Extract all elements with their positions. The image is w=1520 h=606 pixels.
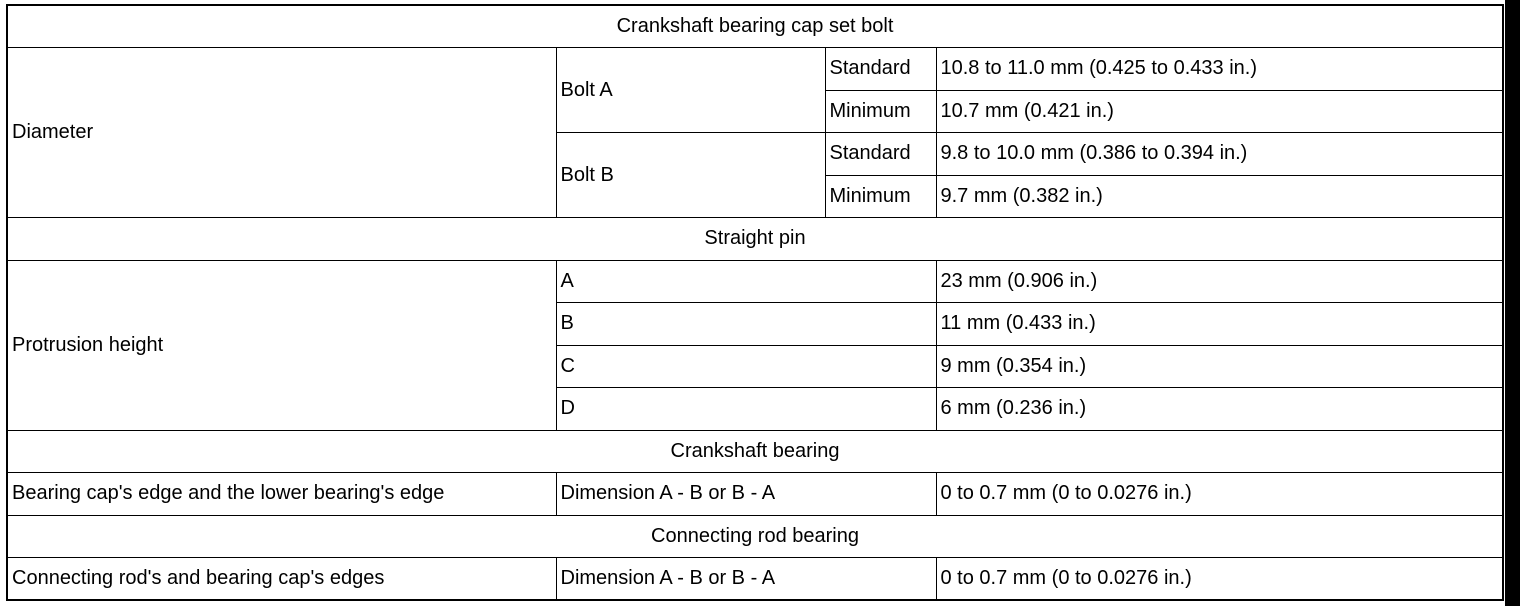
table-row [7,48,1503,91]
pin-d-value: 6 mm (0.236 in.) [936,388,1503,431]
diameter-label: Diameter [7,48,556,218]
section-crank-bearing-header: Crankshaft bearing [7,430,1503,473]
section-header-row [7,218,1503,261]
table-row [7,260,1503,303]
crank-bearing-label: Bearing cap's edge and the lower bearing's edge [7,473,556,516]
pin-c-label: C [556,345,936,388]
pin-b-value: 11 mm (0.433 in.) [936,303,1503,346]
section-rod-bearing-header: Connecting rod bearing [7,515,1503,558]
bolt-b-minimum-label: Minimum [825,175,936,218]
section-header-row [7,430,1503,473]
pin-b-label: B [556,303,936,346]
pin-a-value: 23 mm (0.906 in.) [936,260,1503,303]
bolt-b-standard-label: Standard [825,133,936,176]
bolt-a-standard-label: Standard [825,48,936,91]
section-header-row [7,515,1503,558]
bolt-b-minimum-value: 9.7 mm (0.382 in.) [936,175,1503,218]
crank-bearing-value: 0 to 0.7 mm (0 to 0.0276 in.) [936,473,1503,516]
bolt-a-minimum-value: 10.7 mm (0.421 in.) [936,90,1503,133]
rod-bearing-dimension: Dimension A - B or B - A [556,558,936,601]
right-edge-bar [1505,0,1520,606]
section-pin-header: Straight pin [7,218,1503,261]
table-row [7,558,1503,601]
crank-bearing-dimension: Dimension A - B or B - A [556,473,936,516]
protrusion-label: Protrusion height [7,260,556,430]
pin-a-label: A [556,260,936,303]
pin-d-label: D [556,388,936,431]
bolt-a-standard-value: 10.8 to 11.0 mm (0.425 to 0.433 in.) [936,48,1503,91]
bolt-b-standard-value: 9.8 to 10.0 mm (0.386 to 0.394 in.) [936,133,1503,176]
section-header-row [7,5,1503,48]
spec-table [6,4,1504,601]
rod-bearing-label: Connecting rod's and bearing cap's edges [7,558,556,601]
bolt-a-minimum-label: Minimum [825,90,936,133]
section-bolt-header: Crankshaft bearing cap set bolt [7,5,1503,48]
bolt-a-label: Bolt A [556,48,825,133]
pin-c-value: 9 mm (0.354 in.) [936,345,1503,388]
bolt-b-label: Bolt B [556,133,825,218]
table-row [7,473,1503,516]
rod-bearing-value: 0 to 0.7 mm (0 to 0.0276 in.) [936,558,1503,601]
